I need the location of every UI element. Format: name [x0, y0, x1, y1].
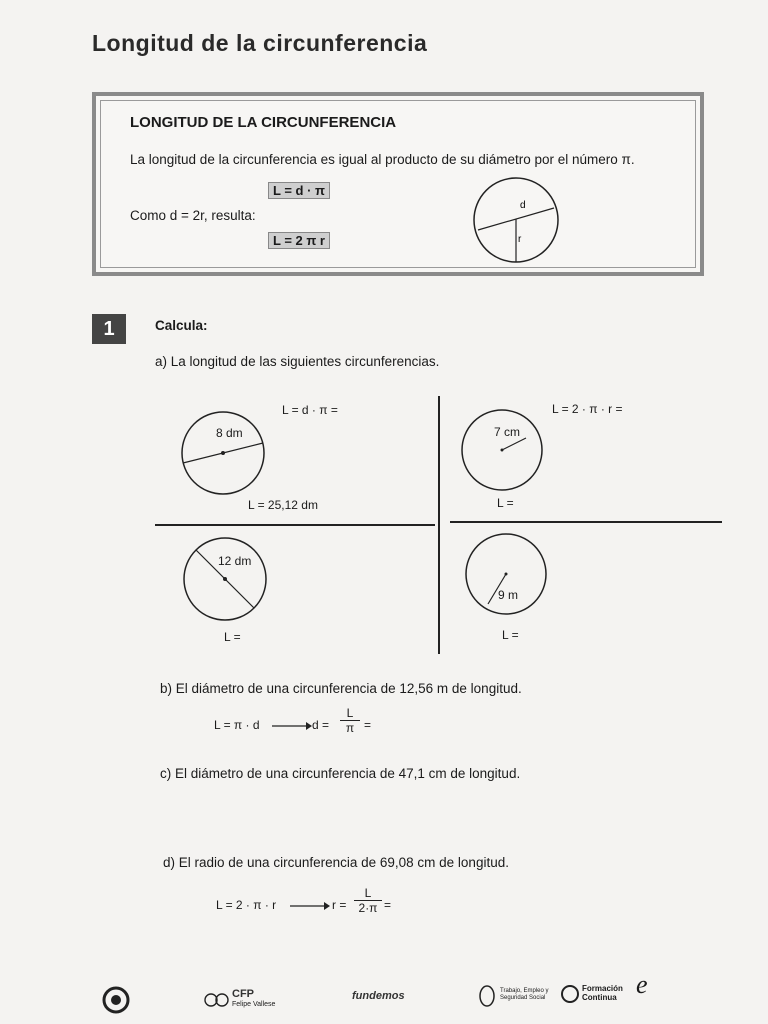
- formula-c2: L = 2 · π · r =: [552, 402, 623, 416]
- question-d: d) El radio de una circunferencia de 69,08 cm de longitud.: [163, 855, 509, 870]
- question-c: c) El diámetro de una circunferencia de 47,1 cm de longitud.: [160, 766, 521, 781]
- horizontal-divider-left: [155, 524, 435, 526]
- cfp-sub: Felipe Vallese: [232, 1001, 276, 1008]
- box-title: LONGITUD DE LA CIRCUNFERENCIA: [130, 114, 397, 131]
- instruction: Calcula:: [155, 318, 208, 333]
- arrow-icon: [290, 900, 330, 912]
- b-denominator: π: [340, 720, 360, 735]
- formacion-logo: Formación Continua: [582, 984, 623, 1002]
- circle-7cm: [460, 408, 544, 492]
- formula-l-d-pi: L = d · π: [268, 182, 330, 199]
- circle-8dm: [180, 410, 266, 496]
- arrow-icon: [272, 720, 312, 732]
- como-text: Como d = 2r, resulta:: [130, 208, 256, 223]
- b-formula-mid: d =: [312, 718, 330, 732]
- question-a: a) La longitud de las siguientes circunferencias.: [155, 354, 440, 369]
- formula-l-2pir: L = 2 π r: [268, 232, 330, 249]
- d-numerator: L: [364, 886, 372, 900]
- formula-c1: L = d · π =: [282, 403, 338, 417]
- fundemos-logo: fundemos: [352, 990, 405, 1002]
- measure-8dm: 8 dm: [216, 426, 243, 440]
- d-formula-left: L = 2 · π · r: [216, 898, 277, 912]
- page-title: Longitud de la circunferencia: [92, 30, 428, 56]
- answer-c1: L = 25,12 dm: [248, 498, 318, 512]
- label-d: d: [520, 200, 526, 211]
- answer-c4: L =: [502, 628, 519, 642]
- label-r: r: [518, 234, 522, 245]
- circle-12dm: [182, 536, 268, 622]
- ministerio-logo: Trabajo, Empleo y Seguridad Social: [500, 988, 549, 1001]
- b-formula-left: L = π · d: [214, 718, 260, 732]
- formacion-icon: [560, 984, 580, 1004]
- exercise-number: 1: [92, 314, 126, 344]
- circle-9m: [464, 532, 548, 616]
- answer-c2: L =: [497, 496, 514, 510]
- measure-7cm: 7 cm: [494, 425, 521, 439]
- d-formula-mid: r =: [332, 898, 347, 912]
- measure-9m: 9 m: [498, 588, 519, 602]
- d-equals: =: [384, 898, 392, 912]
- vertical-divider: [438, 396, 440, 654]
- rule-text: La longitud de la circunferencia es igual al producto de su diámetro por el número π.: [130, 152, 635, 167]
- answer-c3: L =: [224, 630, 241, 644]
- b-numerator: L: [346, 706, 354, 720]
- b-equals: =: [364, 718, 372, 732]
- d-denominator: 2·π: [354, 900, 382, 915]
- question-b: b) El diámetro de una circunferencia de 12,56 m de longitud.: [160, 681, 522, 696]
- circle-diagram: [470, 174, 562, 266]
- cfp-logo: CFP: [232, 988, 254, 1000]
- horizontal-divider-right: [450, 521, 722, 523]
- e-logo-icon: e: [636, 970, 648, 999]
- cfp-rings-icon: [204, 990, 230, 1010]
- school-seal-icon: [102, 986, 130, 1014]
- measure-12dm: 12 dm: [218, 554, 252, 568]
- argentina-shield-icon: [478, 984, 496, 1008]
